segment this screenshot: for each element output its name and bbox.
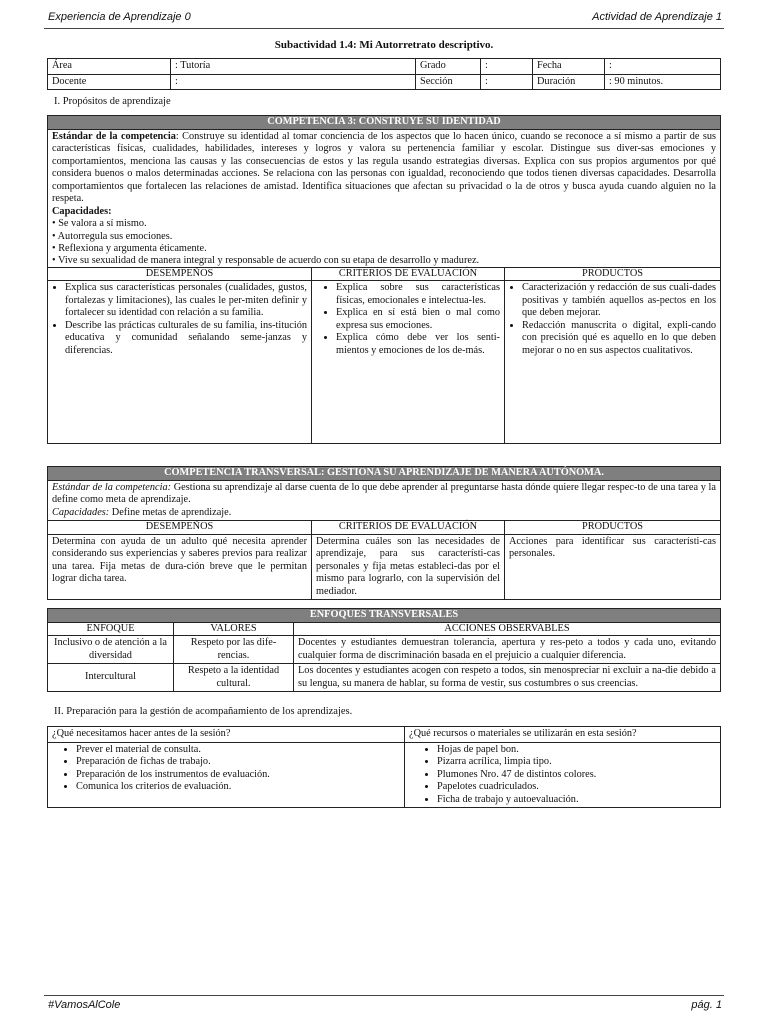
capacidad-item: • Reflexiona y argumenta éticamente. [52,243,207,254]
prep-right-item: • Pizarra acrílica, limpia tipo. [437,756,716,769]
enfoques-table [47,608,721,692]
col-header-criterios: CRITERIOS DE EVALUACIÓN [312,267,505,281]
prep-right-list [405,742,721,808]
transversal-criterio: Determina cuáles son las necesidades de aprendizaje, para sus característi-cas personales y fija metas estableci-das por el mismo para lograrlo, con la supervisión del mediador. [312,534,505,600]
transversal-standard: Estándar de la competencia: Gestiona su aprendizaje al darse cuenta de lo que debe aprender al preguntarse hasta dónde quiere llegar respec-to de una tarea y la define como meta de aprendizaje. Capacidades: Define metas de aprendizaje. [48,480,721,521]
competencia-transversal-table [47,466,721,600]
page-number: pág. 1 [691,999,722,1011]
acciones-cell: Los docentes y estudiantes acogen con respeto a todos, sin menospreciar ni excluir a na-die debido a su lengua, su manera de hablar, su forma de vestir, sus costumbres o sus creencias. [294,664,721,692]
capacidad-item: • Se valora a sí mismo. [52,218,147,229]
seccion-colon: : [481,74,533,90]
duracion-value: : 90 minutos. [605,74,721,90]
desempeno-item: • Describe las prácticas culturales de su familia, ins-titución educativa y comunidad señalando seme-janzas y diferencias. [65,320,307,358]
capacidad-item: • Vive su sexualidad de manera integral y responsable de acuerdo con su etapa de desarrollo y madurez. [52,254,480,266]
col-header-desempenos: DESEMPEÑOS [48,267,312,281]
col-header-desempenos: DESEMPEÑOS [48,521,312,535]
fecha-value: : [605,59,721,75]
enfoque-cell: Intercultural [48,664,174,692]
area-label: Área [48,59,171,75]
prep-right-header: ¿Qué recursos o materiales se utilizarán en esta sesión? [405,727,721,743]
page-footer [44,995,724,1016]
prep-left-item: • Preparación de fichas de trabajo. [76,756,400,769]
prep-right-item: • Hojas de papel bon. [437,744,716,757]
competencia-3-table [47,115,721,444]
prep-left-item: • Comunica los criterios de evaluación. [76,781,400,794]
col-header-enfoque: ENFOQUE [48,622,174,636]
criterio-item: • Explica cómo debe ver los senti-mientos y emociones de los de-más. [336,332,500,357]
prep-left-header: ¿Qué necesitamos hacer antes de la sesión? [48,727,405,743]
criterio-item: • Explica sobre sus características físicas, emocionales e intelectua-les. [336,282,500,307]
footer-hashtag: #VamosAlCole [48,999,121,1011]
prep-right-item: • Papelotes cuadriculados. [437,781,716,794]
fecha-label: Fecha [533,59,605,75]
criterio-item: • Explica en sí está bien o mal como expresa sus emociones. [336,307,500,332]
prep-right-item: • Plumones Nro. 47 de distintos colores. [437,769,716,782]
producto-item: • Redacción manuscrita o digital, expli-cando con precisión qué es aquello en lo que deben mejorar o no en sus aspectos cualitativos. [522,320,716,358]
header-right: Actividad de Aprendizaje 1 [592,11,722,23]
transversal-title: COMPETENCIA TRANSVERSAL: GESTIONA SU APRENDIZAJE DE MANERA AUTÓNOMA. [48,467,721,481]
capacidad-item: • Autorregula sus emociones. [52,230,173,242]
col-header-acciones: ACCIONES OBSERVABLES [294,622,721,636]
docente-label: Docente [48,74,171,90]
capacidades-label: Capacidades: [52,205,112,217]
productos-cell [505,281,721,444]
desempeno-item: • Explica sus características personales (cualidades, gustos, fortalezas y limitaciones), las cuales le per-miten definir y fortalecer su identidad con relación a su familia. [65,282,307,320]
producto-item: • Caracterización y redacción de sus cuali-dades positivas y también aquellos as-pectos en los que deben mejorar. [522,282,716,320]
page-title: Subactividad 1.4: Mi Autorretrato descriptivo. [274,39,494,51]
area-value: : Tutoría [171,59,416,75]
prep-left-item: • Preparación de los instrumentos de evaluación. [76,769,400,782]
transversal-producto: Acciones para identificar sus característi-cas personales. [505,534,721,600]
col-header-productos: PRODUCTOS [505,267,721,281]
seccion-label: Sección [416,74,481,90]
col-header-criterios: CRITERIOS DE EVALUACIÓN [312,521,505,535]
page-header [44,8,724,29]
capacidades-list [52,218,716,266]
info-table [47,58,721,90]
valor-cell: Respeto por las dife-rencias. [174,636,294,664]
valor-cell: Respeto a la identidad cultural. [174,664,294,692]
desempenos-cell [48,281,312,444]
docente-value: : [171,74,416,90]
competencia-3-title: COMPETENCIA 3: CONSTRUYE SU IDENTIDAD [48,116,721,130]
col-header-productos: PRODUCTOS [505,521,721,535]
acciones-cell: Docentes y estudiantes demuestran tolerancia, apertura y res-peto a todos y cada uno, evitando cualquier forma de discriminación basada en el prejuicio a cualquier diferencia. [294,636,721,664]
competencia-3-standard: Estándar de la competencia: Construye su identidad al tomar conciencia de los aspectos que lo hacen único, cuando se reconoce a sí mismo a partir de sus características físicas, cualidades, habilidades, intereses y logros y valora su pertenencia familiar y escolar. Distingue sus diver-sas emociones y comportamientos, menciona las causas y las consecuencias de estos y las regula usando estrategias diversas. Explica con sus propios argumentos por qué considera buenos o malos determinadas acciones. Se relaciona con las personas con igualdad, reconociendo que todos tienen diversas capacidades. Desarrolla comportamientos que fortalecen las relaciones de amistad. Identifica situaciones que afectan su privacidad o la de otros y busca ayuda cuando alguien no la respeta. Capacidades: • Se valora a sí mismo. • Autorregula sus emociones. • Reflexiona y argumenta éticamente. • Vive su sexualidad de manera integral y responsable de acuerdo con su etapa de desarrollo y madurez. [48,129,721,267]
duracion-label: Duración [533,74,605,90]
col-header-valores: VALORES [174,622,294,636]
grado-label: Grado [416,59,481,75]
grado-colon: : [481,59,533,75]
enfoques-title: ENFOQUES TRANSVERSALES [48,609,721,623]
section-heading-2: II. Preparación para la gestión de acompañamiento de los aprendizajes. [54,706,353,717]
transversal-desempeno: Determina con ayuda de un adulto qué necesita aprender considerando sus experiencias y saberes previos para realizar una tarea. Fija metas de dura-ción breve que le permitan lograr dicha tarea. [48,534,312,600]
enfoque-cell: Inclusivo o de atención a la diversidad [48,636,174,664]
prep-left-item: • Prever el material de consulta. [76,744,400,757]
prep-left-list [48,742,405,808]
prep-right-item: • Ficha de trabajo y autoevaluación. [437,794,716,807]
header-left: Experiencia de Aprendizaje 0 [48,11,191,23]
preparacion-table [47,726,721,808]
criterios-cell [312,281,505,444]
section-heading-1: I. Propósitos de aprendizaje [54,96,171,107]
